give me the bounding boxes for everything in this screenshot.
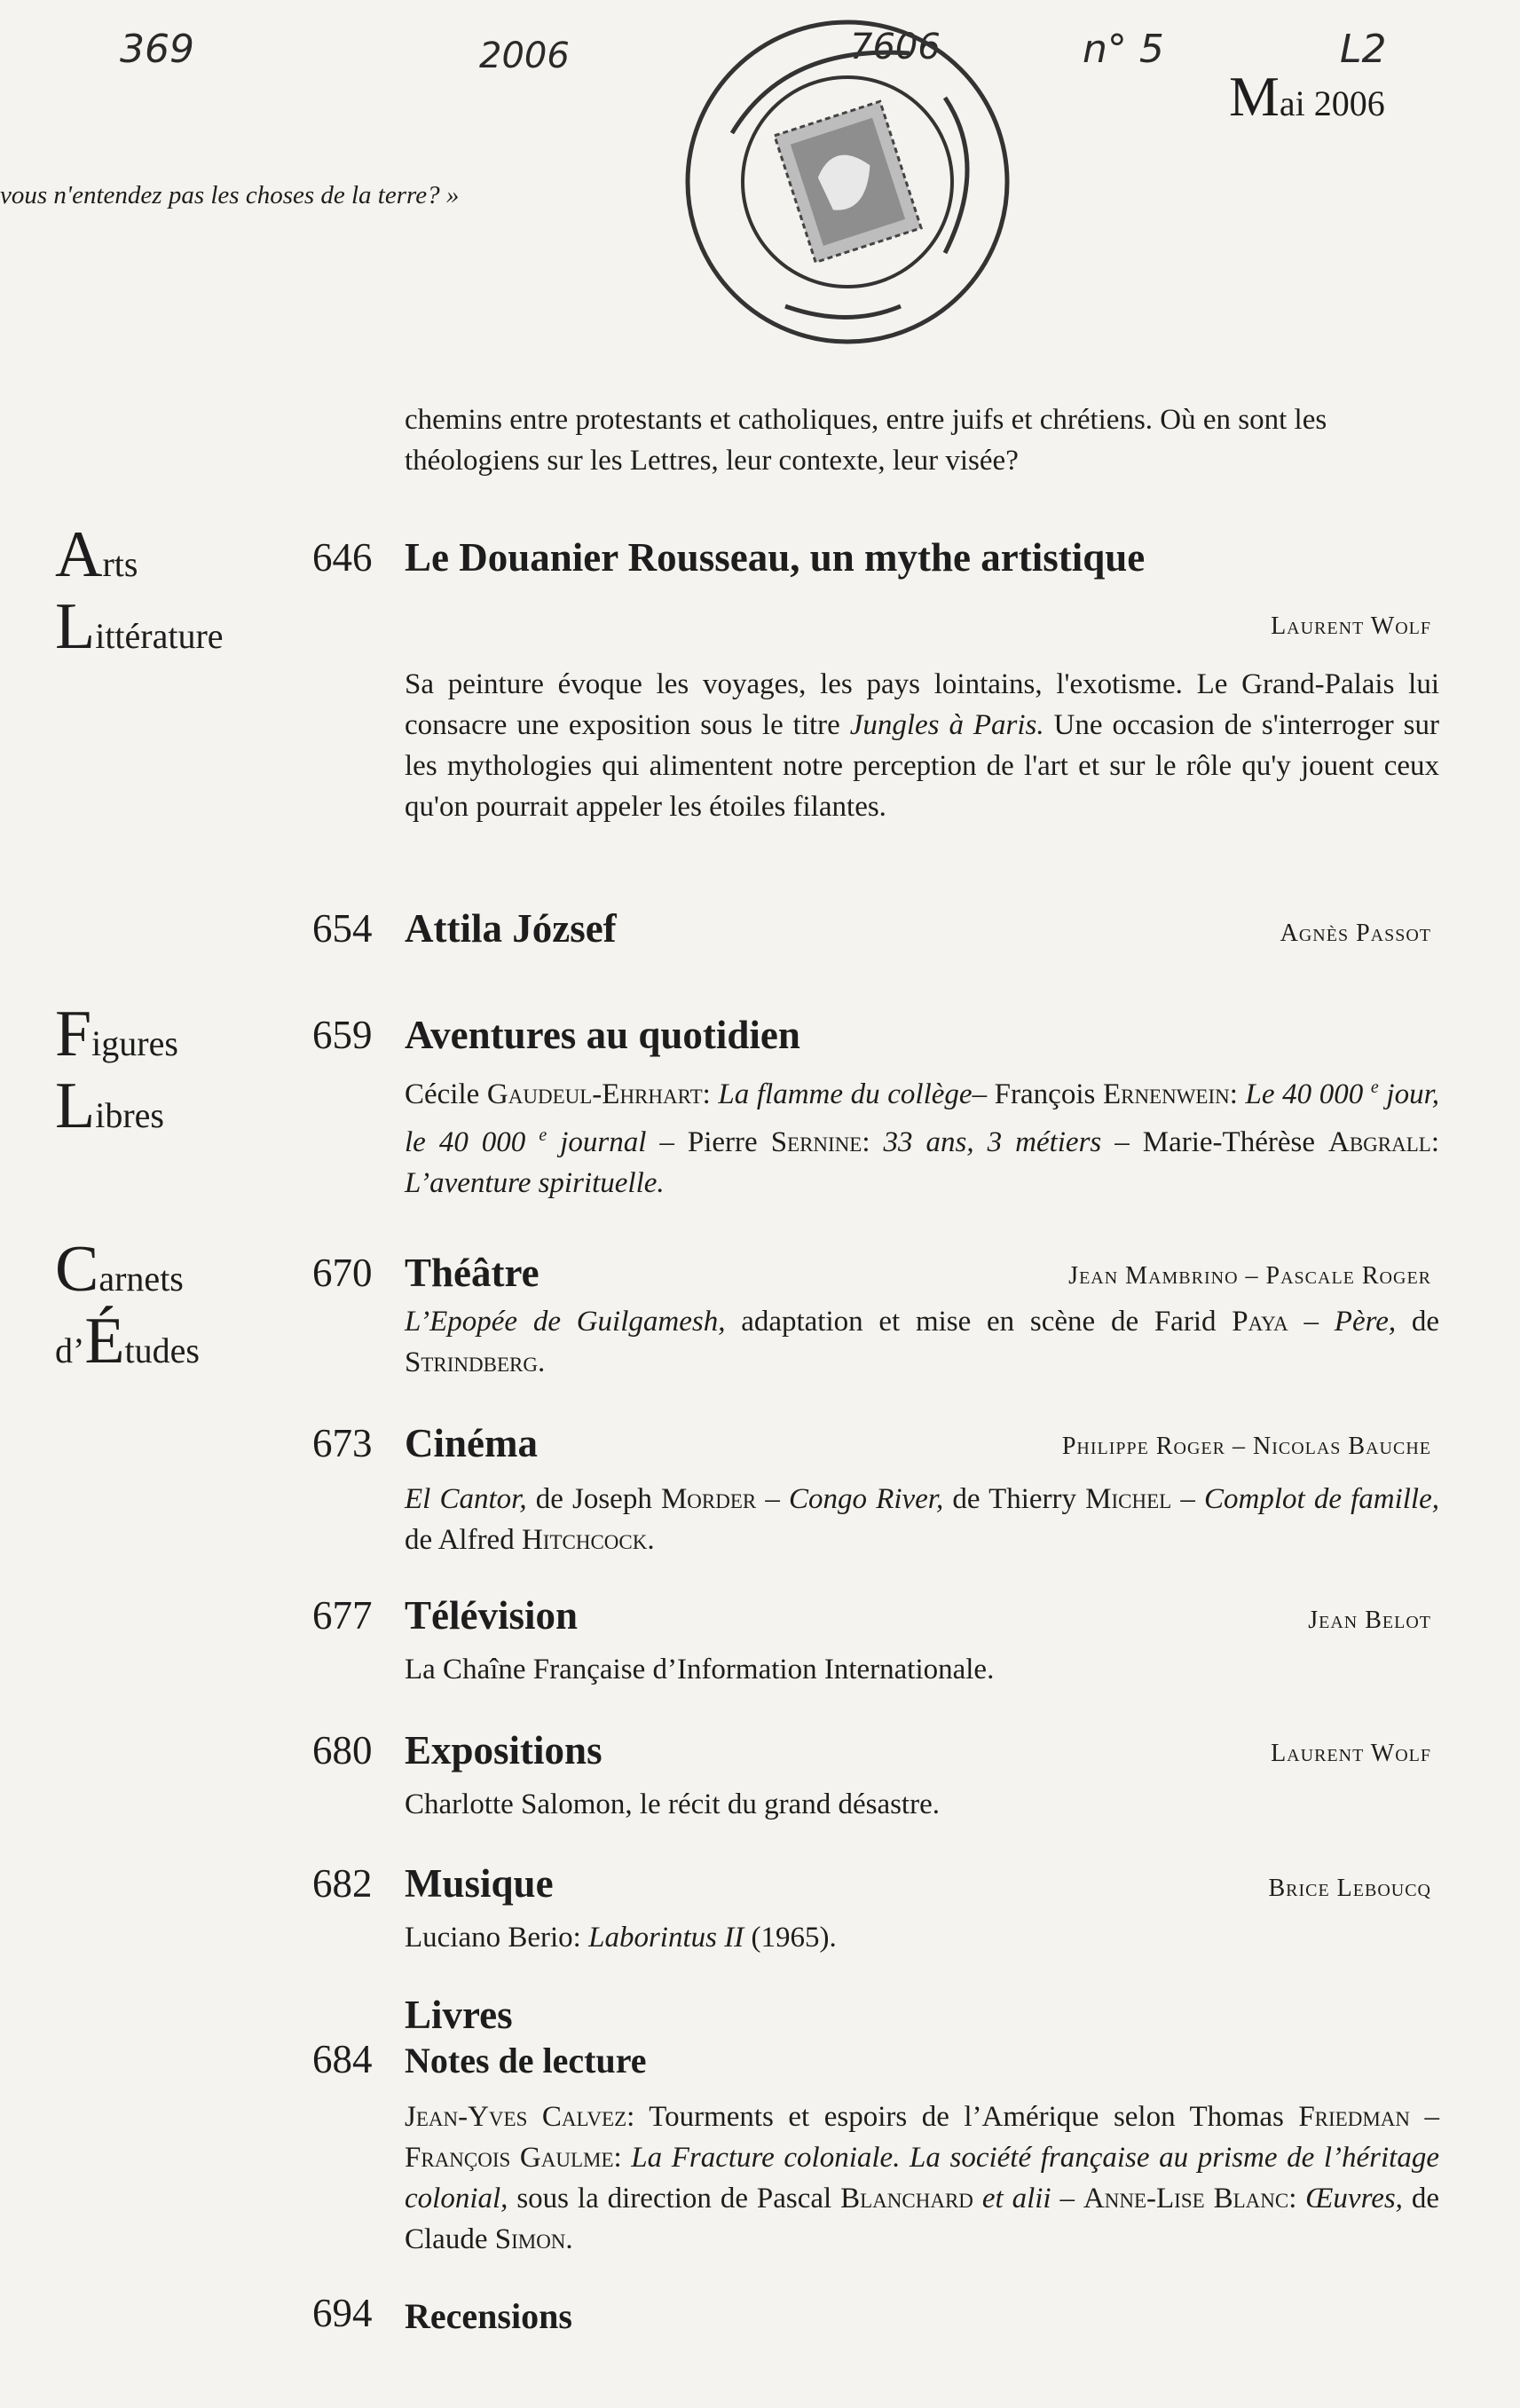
article-title: Cinéma (405, 1421, 538, 1465)
person-name: Friedman (1298, 2101, 1410, 2133)
person-name: Sernine (770, 1126, 862, 1158)
issue-date-month: ai (1279, 83, 1305, 123)
handwritten-year: 2006 (479, 36, 570, 76)
desc-text: Cécile (405, 1078, 487, 1110)
page-number: 680 (312, 1728, 373, 1772)
person-name: Blanchard (840, 2183, 973, 2215)
desc-work-title: Père, (1334, 1306, 1397, 1338)
person-name: Morder (660, 1483, 757, 1515)
person-name: Hitchcock (521, 1524, 648, 1556)
desc-text: Sa peinture évoque les voyages, les pays lointains, l'exotisme. Le Grand-Palais lui consacre une exposition sous le titre (405, 668, 1439, 741)
article-title: Aventures au quotidien (405, 1013, 800, 1057)
article-description (405, 1301, 1439, 1383)
page-number: 659 (312, 1013, 373, 1057)
section-arts-litterature (55, 518, 224, 667)
superscript: e (1370, 1078, 1379, 1097)
page-number: 694 (312, 2291, 373, 2335)
quote-fragment: vous n'entendez pas les choses de la terre? » (0, 181, 460, 209)
desc-text: : (1229, 1078, 1246, 1110)
desc-work-title: 33 ans, 3 métiers (883, 1126, 1102, 1158)
desc-text: Une occasion de s'interroger sur les mythologies qui alimentent notre perception de l'art et sur le rôle qu'y jouent ceux qu'on pourrait appeler les étoiles filantes. (405, 709, 1440, 823)
desc-text: : (613, 2142, 632, 2174)
desc-work-title: L’Epopée de Guilgamesh, (405, 1306, 726, 1338)
article-title: Attila József (405, 906, 617, 951)
section-word: tudes (124, 1330, 200, 1370)
desc-text: : Tourments et espoirs de l’Amérique selon Thomas (626, 2101, 1299, 2133)
desc-work-title: Laborintus II (588, 1922, 744, 1954)
section-word: ittérature (95, 616, 224, 656)
work-title-part: Le 40 000 (1245, 1078, 1364, 1110)
section-figures-libres (55, 998, 178, 1147)
person-name: Abgrall (1327, 1126, 1431, 1158)
desc-text: : (1430, 1126, 1439, 1158)
person-name: Strindberg (405, 1346, 538, 1378)
article-description (405, 2096, 1439, 2260)
desc-text: . (537, 1346, 546, 1378)
section-initial: A (55, 518, 103, 591)
intro-paragraph: chemins entre protestants et catholiques, entre juifs et chrétiens. Où en sont les théologiens sur les Lettres, leur contexte, leur visée? (405, 404, 1327, 477)
article-title: Musique (405, 1861, 554, 1906)
section-word: arnets (98, 1259, 184, 1299)
person-name: Gaudeul-Ehrhart (486, 1078, 703, 1110)
desc-text: – Marie-Thérèse (1101, 1126, 1328, 1158)
desc-text: sous la direction de Pascal (508, 2183, 841, 2215)
desc-text: . (565, 2223, 573, 2255)
handwritten-page-number: 369 (120, 27, 194, 72)
article-author: Jean Mambrino – Pascale Roger (1068, 1262, 1431, 1290)
desc-text: . (647, 1524, 655, 1556)
article-description (405, 1479, 1439, 1560)
desc-text: – (756, 1483, 790, 1515)
work-title-part: journal (547, 1126, 647, 1158)
desc-work-title: Complot de famille, (1204, 1483, 1439, 1515)
article-description (405, 1067, 1439, 1204)
person-name: François Gaulme (405, 2142, 614, 2174)
article-author: Agnès Passot (1280, 920, 1431, 947)
article-title: Théâtre (405, 1251, 539, 1295)
issue-date-initial: M (1229, 65, 1280, 128)
page-number: 646 (312, 535, 373, 580)
desc-text: – (1171, 1483, 1204, 1515)
handwritten-issue: n° 5 (1083, 27, 1164, 72)
desc-text: de Claude (405, 2183, 1439, 2255)
desc-text: : (862, 1126, 884, 1158)
person-name: Paya (1232, 1306, 1288, 1338)
desc-text: Luciano Berio: (405, 1922, 589, 1954)
desc-text: – (1288, 1306, 1335, 1338)
issue-date-year: 2006 (1313, 83, 1385, 123)
handwritten-corner-mark: L2 (1340, 27, 1387, 72)
desc-text: de (1396, 1306, 1440, 1338)
library-stamp (679, 13, 1016, 351)
desc-work-title: La Fracture coloniale. La société française au prisme de l’héritage colonial, (405, 2142, 1439, 2215)
page-number: 682 (312, 1861, 373, 1906)
section-carnets-etudes (55, 1233, 200, 1382)
desc-text: de Thierry (943, 1483, 1086, 1515)
person-name: Anne-Lise Blanc (1083, 2183, 1289, 2215)
desc-text: : (1288, 2183, 1306, 2215)
article-author: Laurent Wolf (1271, 612, 1431, 640)
desc-text: : (702, 1078, 719, 1110)
article-description (405, 1917, 1439, 1958)
article-title: Notes de lecture (405, 2041, 647, 2080)
article-author: Laurent Wolf (1271, 1740, 1431, 1767)
article-title: Télévision (405, 1593, 579, 1638)
desc-text: de Alfred (405, 1524, 522, 1556)
article-title: Recensions (405, 2296, 572, 2336)
article-description: Charlotte Salomon, le récit du grand désastre. (405, 1788, 940, 1820)
desc-work-title: et alii (981, 2183, 1051, 2215)
desc-work-title: Œuvres, (1305, 2183, 1403, 2215)
desc-text: (1965). (744, 1922, 837, 1954)
article-author: Brice Leboucq (1268, 1875, 1431, 1902)
person-name: Michel (1085, 1483, 1172, 1515)
section-initial: L (55, 1070, 96, 1142)
person-name: Simon (494, 2223, 566, 2255)
desc-text (973, 2183, 982, 2215)
section-word: igures (91, 1023, 178, 1063)
desc-work-title: Jungles à Paris. (849, 709, 1044, 741)
section-heading-livres: Livres (405, 1993, 513, 2037)
handwritten-reference: 7606 (850, 27, 941, 67)
desc-work-title: L’aventure spirituelle. (405, 1167, 665, 1199)
page-number: 670 (312, 1251, 373, 1295)
article-title: Le Douanier Rousseau, un mythe artistique (405, 535, 1146, 580)
person-name: Jean-Yves Calvez (405, 2101, 627, 2133)
superscript: e (539, 1125, 547, 1145)
work-title-part: jour, le 40 000 (405, 1078, 1440, 1158)
desc-text: de Joseph (526, 1483, 661, 1515)
page-number: 654 (312, 906, 373, 951)
desc-work-title: El Cantor, (405, 1483, 527, 1515)
desc-text: – Pierre (646, 1126, 771, 1158)
desc-work-title: Congo River, (789, 1483, 944, 1515)
section-prefix: d’ (55, 1330, 85, 1370)
article-title: Expositions (405, 1728, 602, 1772)
issue-date (1229, 64, 1385, 130)
article-author: Jean Belot (1308, 1607, 1431, 1634)
desc-text: – François (972, 1078, 1103, 1110)
person-name: Ernenwein (1102, 1078, 1230, 1110)
section-word: ibres (95, 1095, 164, 1135)
page-number: 684 (312, 2037, 373, 2081)
section-initial: F (55, 998, 92, 1070)
desc-work-title: La flamme du collège (718, 1078, 973, 1110)
page-number: 673 (312, 1421, 373, 1465)
section-word: rts (102, 544, 138, 584)
desc-text: adaptation et mise en scène de Farid (725, 1306, 1233, 1338)
page-number: 677 (312, 1593, 373, 1638)
desc-text: – (1051, 2183, 1083, 2215)
article-description (405, 664, 1439, 827)
section-initial: É (84, 1305, 125, 1378)
desc-text: – (1410, 2101, 1439, 2133)
section-initial: L (55, 590, 96, 663)
article-description: La Chaîne Française d’Information Internationale. (405, 1654, 995, 1686)
section-initial: C (55, 1233, 99, 1306)
article-author: Philippe Roger – Nicolas Bauche (1061, 1433, 1431, 1460)
